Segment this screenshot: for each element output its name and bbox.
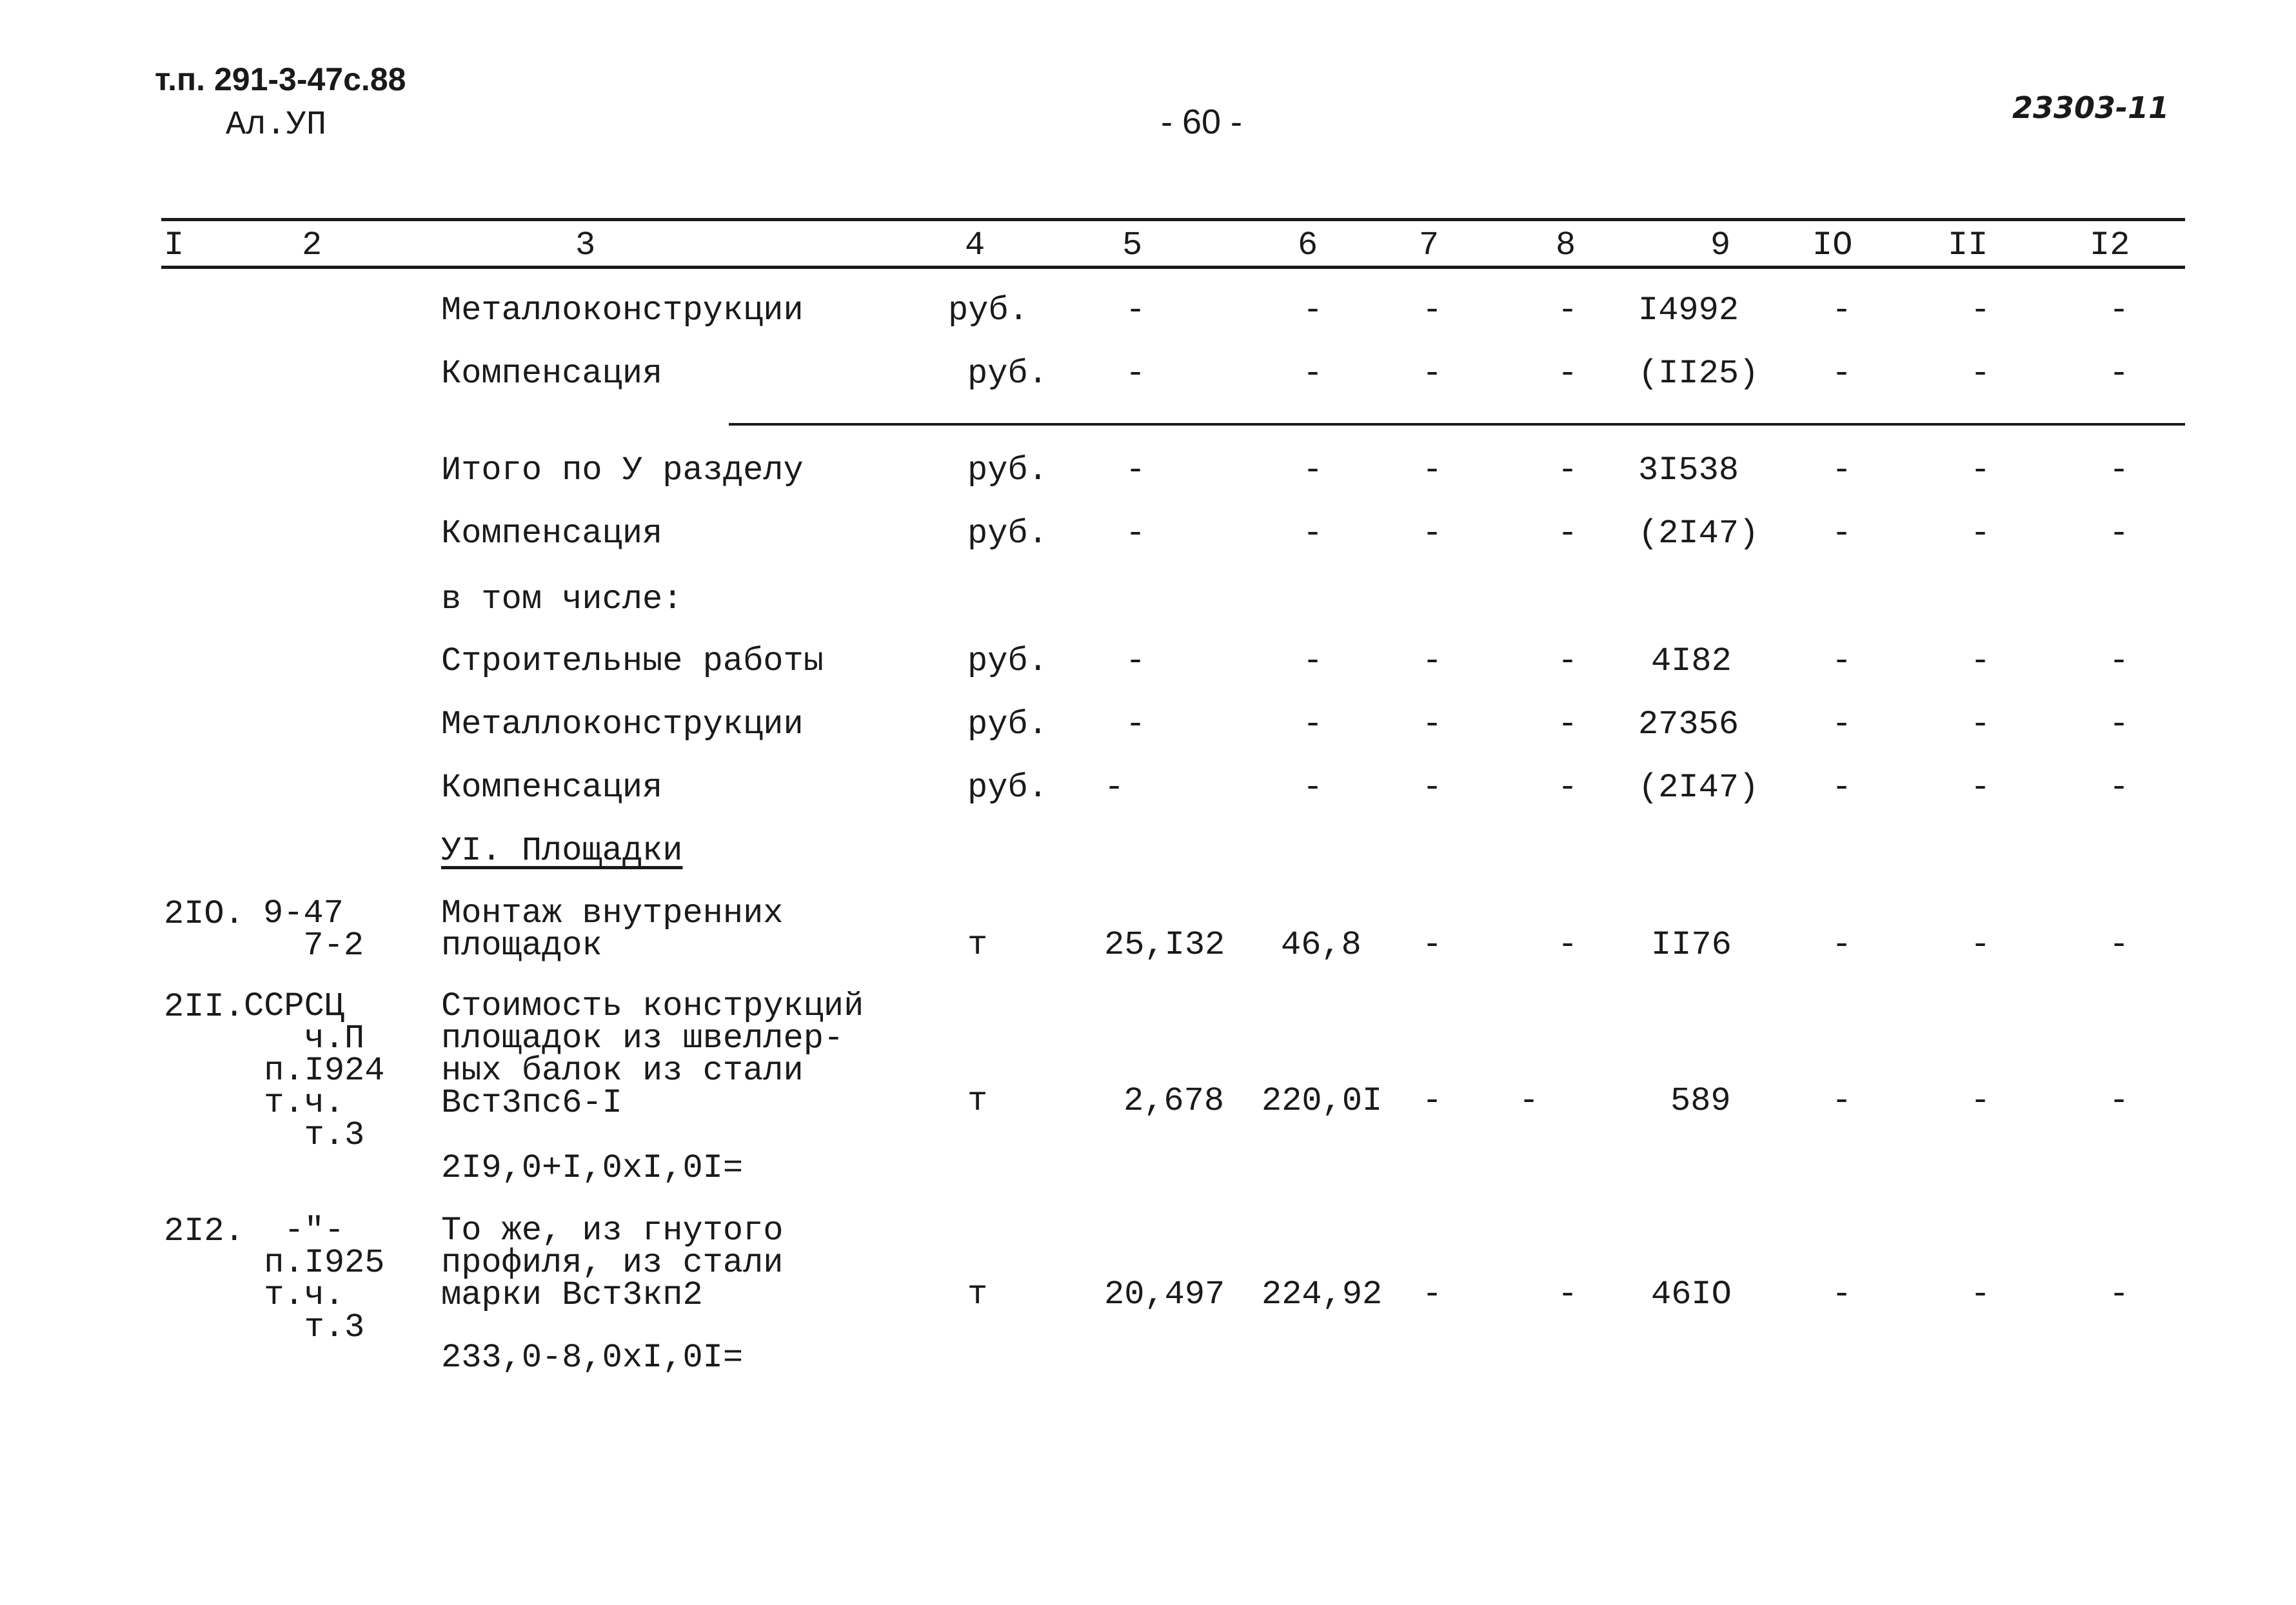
cell-c6: -	[1303, 515, 1323, 553]
cell-c12: -	[2109, 355, 2130, 393]
cell-c11: -	[1970, 1275, 1991, 1314]
item-reference: -"- п.I925 т.ч. т.3	[264, 1212, 385, 1346]
cell-c9: 46IO	[1651, 1275, 1732, 1314]
cell-c11: -	[1970, 515, 1991, 553]
cell-c6: -	[1303, 642, 1323, 680]
cell-c6: -	[1303, 451, 1323, 489]
cell-c12: -	[2109, 291, 2130, 330]
cell-c7: -	[1422, 291, 1443, 330]
cell-c9: 4I82	[1651, 642, 1732, 680]
row-name: Строительные работы	[441, 642, 824, 680]
cell-c5: 20,497	[1104, 1275, 1225, 1314]
cell-c10: -	[1832, 515, 1852, 553]
album-label: Ал.УП	[226, 106, 327, 144]
row-unit: руб.	[967, 642, 1048, 680]
row-name: Компенсация	[441, 515, 663, 553]
cell-c10: -	[1832, 355, 1852, 393]
row-name: Итого по У разделу	[441, 451, 804, 489]
cell-c6: -	[1303, 355, 1323, 393]
col-header-7: 7	[1419, 226, 1440, 264]
cell-c11: -	[1970, 705, 1991, 743]
col-header-4: 4	[965, 226, 985, 264]
cell-c6: -	[1303, 769, 1323, 807]
row-unit: руб.	[967, 705, 1048, 743]
col-header-3: 3	[575, 226, 596, 264]
row-unit: руб.	[967, 451, 1048, 489]
cell-c10: -	[1832, 1082, 1852, 1120]
cell-c9: (2I47)	[1638, 515, 1759, 553]
row-unit: руб.	[967, 355, 1048, 393]
cell-c7: -	[1422, 451, 1443, 489]
cell-c7: -	[1422, 769, 1443, 807]
item-name: То же, из гнутого профиля, из стали марки Вст3кп2	[441, 1212, 784, 1314]
cell-c12: -	[2109, 642, 2130, 680]
cell-c6: -	[1303, 705, 1323, 743]
cell-c11: -	[1970, 769, 1991, 807]
item-reference: 9-47 7-2	[263, 894, 364, 965]
item-formula: 233,0-8,0хI,0I=	[441, 1339, 744, 1377]
cell-c5: 25,I32	[1104, 926, 1225, 964]
cell-c10: -	[1832, 291, 1852, 330]
subheading-including: в том числе:	[441, 580, 683, 618]
row-name: Компенсация	[441, 355, 663, 393]
cell-c5: -	[1104, 769, 1125, 807]
cell-c9: I4992	[1638, 291, 1739, 330]
cell-c7: -	[1422, 705, 1443, 743]
col-header-10: IO	[1812, 226, 1853, 264]
cell-c12: -	[2109, 1275, 2130, 1314]
item-unit: т	[967, 1082, 988, 1120]
item-name: Монтаж внутренних площадок	[441, 894, 784, 965]
col-header-12: I2	[2090, 226, 2130, 264]
cell-c10: -	[1832, 769, 1852, 807]
cell-c8: -	[1558, 926, 1578, 964]
cell-c7: -	[1422, 642, 1443, 680]
cell-c7: -	[1422, 515, 1443, 553]
cell-c11: -	[1970, 1082, 1991, 1120]
cell-c12: -	[2109, 705, 2130, 743]
cell-c5: -	[1125, 642, 1146, 680]
cell-c9: 27356	[1638, 705, 1739, 743]
cell-c5: 2,678	[1123, 1082, 1225, 1120]
row-unit: руб.	[967, 515, 1048, 553]
row-name: Металлоконструкции	[441, 291, 804, 330]
cell-c7: -	[1422, 1275, 1443, 1314]
cell-c10: -	[1832, 926, 1852, 964]
cell-c6: -	[1303, 291, 1323, 330]
cell-c11: -	[1970, 642, 1991, 680]
cell-c11: -	[1970, 926, 1991, 964]
cell-c12: -	[2109, 926, 2130, 964]
table-top-rule	[161, 218, 2185, 221]
cell-c10: -	[1832, 705, 1852, 743]
cell-c5: -	[1125, 355, 1146, 393]
cell-c8: -	[1558, 291, 1578, 330]
cell-c9: 589	[1670, 1082, 1731, 1120]
item-number: 2I2.	[164, 1212, 244, 1250]
cell-c12: -	[2109, 1082, 2130, 1120]
col-header-8: 8	[1556, 226, 1576, 264]
cell-c5: -	[1125, 515, 1146, 553]
cell-c7: -	[1422, 355, 1443, 393]
col-header-1: I	[164, 226, 184, 264]
cell-c12: -	[2109, 451, 2130, 489]
cell-c8: -	[1558, 1275, 1578, 1314]
cell-c5: -	[1125, 451, 1146, 489]
cell-c10: -	[1832, 451, 1852, 489]
cell-c8: -	[1558, 642, 1578, 680]
cell-c8: -	[1558, 355, 1578, 393]
item-reference: ССРСЦ ч.П п.I924 т.ч. т.3	[244, 987, 385, 1154]
cell-c11: -	[1970, 355, 1991, 393]
cell-c8: -	[1558, 451, 1578, 489]
col-header-5: 5	[1122, 226, 1143, 264]
cell-c6: 224,92	[1262, 1275, 1383, 1314]
document-code: т.п. 291-3-47с.88	[155, 61, 406, 97]
cell-c5: -	[1125, 705, 1146, 743]
page-number: - 60 -	[1161, 103, 1243, 141]
cell-c9: II76	[1651, 926, 1732, 964]
cell-c5: -	[1125, 291, 1146, 330]
cell-c10: -	[1832, 1275, 1852, 1314]
cell-c6: 46,8	[1281, 926, 1361, 964]
cell-c8: -	[1519, 1082, 1539, 1120]
cell-c10: -	[1832, 642, 1852, 680]
row-unit: руб.	[948, 291, 1029, 330]
row-unit: руб.	[967, 769, 1048, 807]
item-unit: т	[967, 926, 988, 964]
row-name: Металлоконструкции	[441, 705, 804, 743]
item-number: 2II.	[164, 988, 244, 1026]
cell-c9: (II25)	[1638, 355, 1759, 393]
inventory-stamp: 23303-11	[2012, 90, 2170, 125]
table-header-rule	[161, 266, 2185, 269]
cell-c7: -	[1422, 1082, 1443, 1120]
col-header-6: 6	[1298, 226, 1318, 264]
cell-c12: -	[2109, 515, 2130, 553]
cell-c8: -	[1558, 769, 1578, 807]
row-name: Компенсация	[441, 769, 663, 807]
item-unit: т	[967, 1275, 988, 1314]
col-header-9: 9	[1710, 226, 1731, 264]
cell-c8: -	[1558, 515, 1578, 553]
cell-c8: -	[1558, 705, 1578, 743]
cell-c9: 3I538	[1638, 451, 1739, 489]
cell-c11: -	[1970, 291, 1991, 330]
item-number: 2IO.	[164, 895, 244, 933]
cell-c11: -	[1970, 451, 1991, 489]
col-header-2: 2	[302, 226, 322, 264]
item-name: Стоимость конструкций площадок из швеллер- ных балок из стали Вст3пс6-I	[441, 987, 864, 1122]
cell-c12: -	[2109, 769, 2130, 807]
item-formula: 2I9,0+I,0хI,0I=	[441, 1149, 744, 1187]
cell-c7: -	[1422, 926, 1443, 964]
col-header-11: II	[1948, 226, 1988, 264]
cell-c6: 220,0I	[1262, 1082, 1383, 1120]
subtotal-rule	[729, 423, 2185, 426]
cell-c9: (2I47)	[1638, 769, 1759, 807]
section-heading: УI. Площадки	[441, 832, 683, 870]
